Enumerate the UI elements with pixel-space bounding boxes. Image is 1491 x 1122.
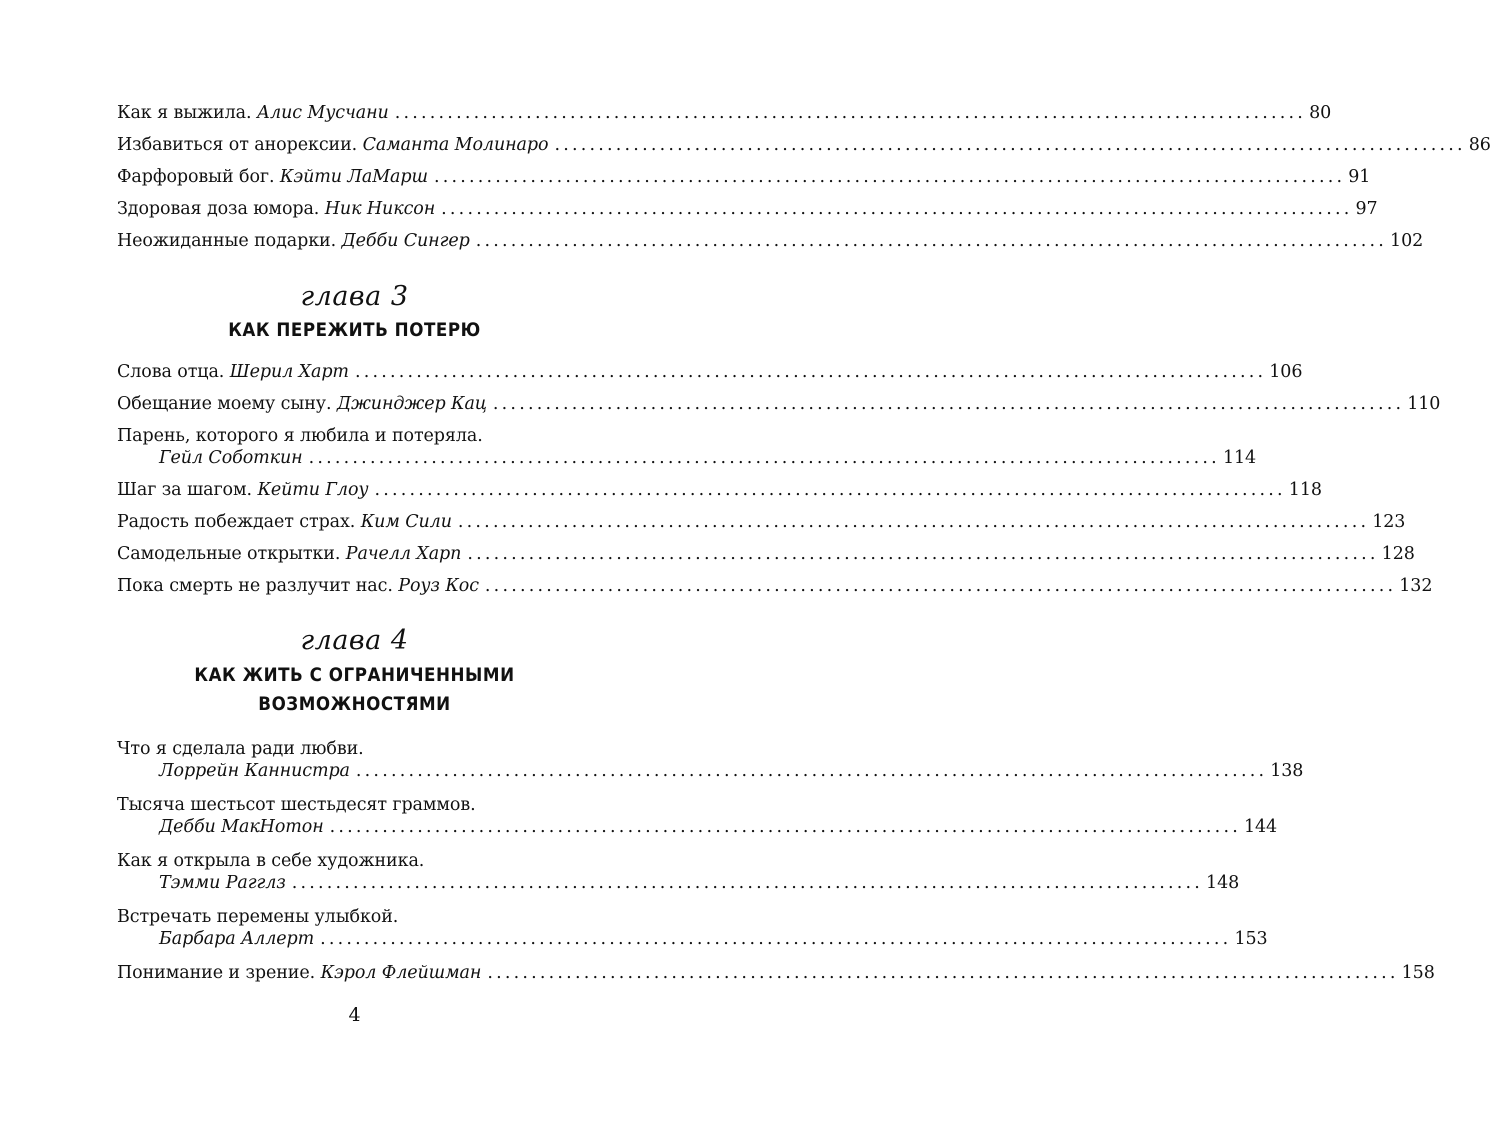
toc-entry[interactable] <box>117 199 1378 231</box>
entry-author: Кэйти ЛаМарш <box>279 167 428 187</box>
entry-page-number: 132 <box>1399 576 1433 596</box>
entry-author: Кейти Глоу <box>257 480 369 500</box>
toc-entry[interactable] <box>117 795 1278 851</box>
chapter-4-title-line-2: ВОЗМОЖНОСТЯМИ <box>258 693 451 715</box>
leader-dots: ........................................................................................................ <box>441 199 1353 219</box>
entry-author: Роуз Кос <box>398 576 479 596</box>
toc-entry[interactable] <box>117 394 1441 426</box>
entry-author: Кэрол Флейшман <box>320 963 482 983</box>
toc-entry[interactable] <box>117 135 1491 167</box>
entry-title: Понимание и зрение. <box>117 963 316 983</box>
entry-author: Дебби Сингер <box>341 231 470 251</box>
toc-section-top <box>117 103 1491 263</box>
leader-dots: ........................................................................................................ <box>308 448 1220 468</box>
leader-dots: ........................................................................................................ <box>475 231 1388 251</box>
chapter-3-title: КАК ПЕРЕЖИТЬ ПОТЕРЮ <box>228 319 481 341</box>
toc-entry[interactable] <box>117 544 1415 576</box>
toc-entry[interactable] <box>117 480 1322 512</box>
chapter-4-label: глава 4 <box>300 625 409 656</box>
leader-dots: ........................................................................................................ <box>374 480 1286 500</box>
leader-dots: ........................................................................................................ <box>492 394 1405 414</box>
leader-dots: ........................................................................................................ <box>355 761 1268 781</box>
entry-author: Лоррейн Каннистра <box>159 761 350 781</box>
toc-entry[interactable] <box>117 362 1303 394</box>
entry-title: Встречать перемены улыбкой. <box>117 907 399 927</box>
leader-dots: ........................................................................................................ <box>291 873 1204 893</box>
entry-author: Саманта Молинаро <box>362 135 549 155</box>
toc-entry[interactable] <box>117 851 1240 907</box>
entry-author: Рачелл Харп <box>345 544 462 564</box>
entry-author: Тэмми Рагглз <box>159 873 286 893</box>
entry-author: Дебби МакНотон <box>159 817 324 837</box>
leader-dots: ........................................................................................................ <box>394 103 1307 123</box>
leader-dots: ........................................................................................................ <box>329 817 1241 837</box>
entry-page-number: 144 <box>1243 817 1278 837</box>
entry-title: Тысяча шестьсот шестьдесят граммов. <box>117 795 476 815</box>
entry-page-number: 138 <box>1270 761 1304 781</box>
toc-entry[interactable] <box>117 907 1268 963</box>
toc-entry[interactable] <box>117 426 1257 480</box>
leader-dots: ........................................................................................................ <box>433 167 1346 187</box>
entry-page-number: 118 <box>1288 480 1322 500</box>
entry-title: Как я выжила. <box>117 103 252 123</box>
entry-author: Шерил Харт <box>229 362 349 382</box>
entry-page-number: 114 <box>1222 448 1257 468</box>
toc-section-chapter-4 <box>117 739 1435 995</box>
entry-page-number: 158 <box>1401 963 1435 983</box>
toc-entry[interactable] <box>117 231 1424 263</box>
leader-dots: ........................................................................................................ <box>484 576 1397 596</box>
toc-entry[interactable] <box>117 576 1433 608</box>
entry-page-number: 80 <box>1309 103 1332 123</box>
leader-dots: ........................................................................................................ <box>487 963 1399 983</box>
entry-author: Ник Никсон <box>324 199 436 219</box>
toc-entry[interactable] <box>117 103 1332 135</box>
leader-dots: ........................................................................................................ <box>354 362 1267 382</box>
entry-page-number: 106 <box>1269 362 1303 382</box>
toc-entry[interactable] <box>117 739 1304 795</box>
entry-title: Неожиданные подарки. <box>117 231 337 251</box>
chapter-3-label: глава 3 <box>300 281 409 312</box>
entry-page-number: 97 <box>1355 199 1378 219</box>
leader-dots: ........................................................................................................ <box>554 135 1466 155</box>
entry-title: Обещание моему сыну. <box>117 394 332 414</box>
entry-author: Алис Мусчани <box>256 103 389 123</box>
entry-author: Джинджер Кац <box>336 394 487 414</box>
entry-author: Барбара Аллерт <box>159 929 315 949</box>
entry-page-number: 153 <box>1234 929 1268 949</box>
entry-page-number: 110 <box>1407 394 1441 414</box>
toc-entry[interactable] <box>117 167 1371 199</box>
toc-section-chapter-3 <box>117 362 1441 608</box>
page-number: 4 <box>348 1004 361 1026</box>
entry-page-number: 128 <box>1381 544 1415 564</box>
entry-title: Пока смерть не разлучит нас. <box>117 576 393 596</box>
toc-entry[interactable] <box>117 963 1435 995</box>
entry-page-number: 102 <box>1390 231 1424 251</box>
leader-dots: ........................................................................................................ <box>457 512 1370 532</box>
entry-title: Радость побеждает страх. <box>117 512 356 532</box>
leader-dots: ........................................................................................................ <box>320 929 1232 949</box>
leader-dots: ........................................................................................................ <box>467 544 1379 564</box>
entry-page-number: 91 <box>1348 167 1371 187</box>
entry-page-number: 148 <box>1206 873 1240 893</box>
entry-title: Парень, которого я любила и потеряла. <box>117 426 483 446</box>
entry-page-number: 86 <box>1468 135 1491 155</box>
entry-title: Как я открыла в себе художника. <box>117 851 425 871</box>
entry-author: Гейл Соботкин <box>159 448 303 468</box>
entry-title: Здоровая доза юмора. <box>117 199 320 219</box>
entry-title: Что я сделала ради любви. <box>117 739 364 759</box>
entry-author: Ким Сили <box>360 512 452 532</box>
entry-title: Самодельные открытки. <box>117 544 341 564</box>
entry-title: Фарфоровый бог. <box>117 167 275 187</box>
entry-title: Шаг за шагом. <box>117 480 252 500</box>
entry-title: Избавиться от анорексии. <box>117 135 358 155</box>
entry-page-number: 123 <box>1372 512 1406 532</box>
chapter-4-title-line-1: КАК ЖИТЬ С ОГРАНИЧЕННЫМИ <box>194 664 515 686</box>
entry-title: Слова отца. <box>117 362 225 382</box>
toc-entry[interactable] <box>117 512 1406 544</box>
